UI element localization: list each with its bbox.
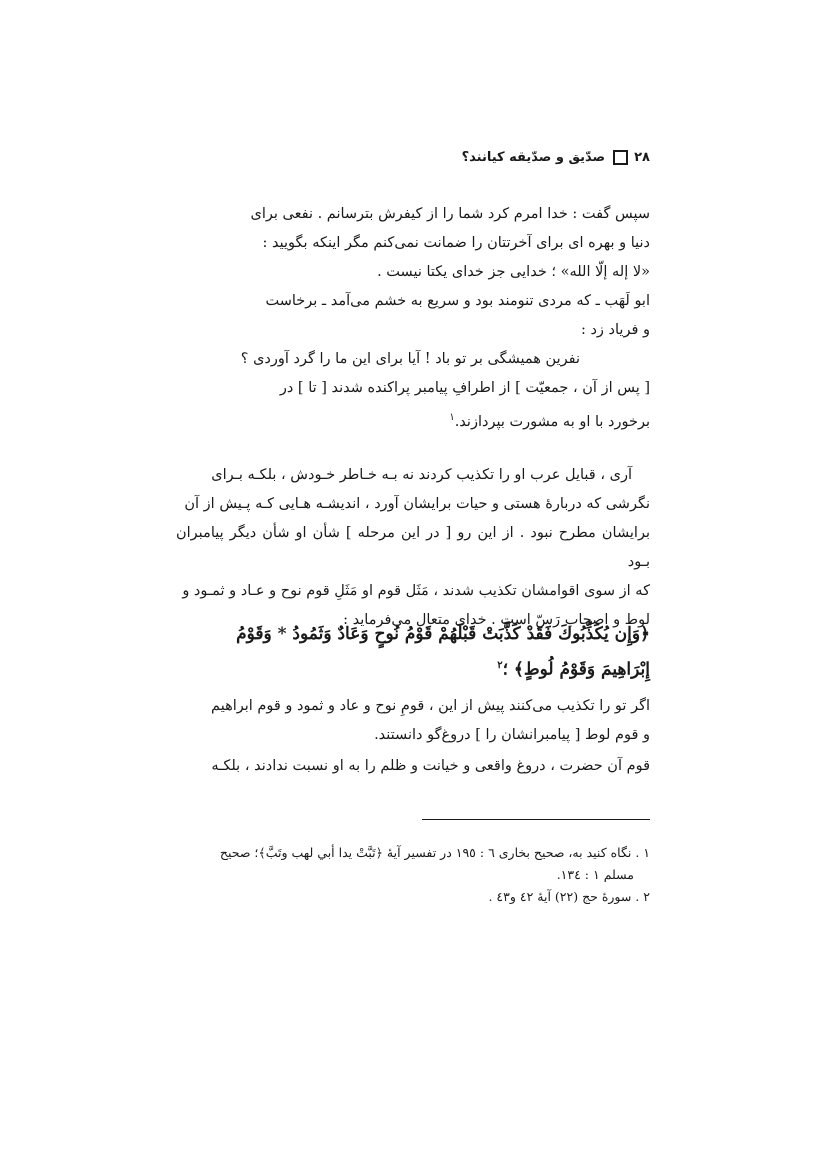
quran-verse [176,618,650,686]
footnote-1-cont: مسلم ۱ : ١٣٤. [556,867,634,882]
footnote-ref-2[interactable]: ۲ [497,660,503,671]
page-number: ۲۸ [634,150,650,165]
text-line: که از سوی اقوامشان تکذیب شدند ، مَثَل قوم او مَثَلِ قوم نوح و عـاد و ثمـود و [182,583,650,599]
footnote-1: ۱ . نگاه کنید به، صحیح بخاری ٦ : ١٩٥ در تفسیر آیهٔ ﴿تَبَّتْ يدا أبي لهب وتَبَّ﴾؛ صحیح [219,845,650,860]
footnote-ref-1[interactable]: ۱ [449,412,455,423]
text-line: [ پس از آن ، جمعیّت ] از اطرافِ پیامبر پراکنده شدند [ تا ] در [279,380,650,396]
text-line: سپس گفت : خدا امرم کرد شما را از کیفرش بترسانم . نفعی برای [250,206,650,222]
text-line: برخورد با او به مشورت بپردازند. [454,413,650,430]
text-line: و فریاد زد : [580,322,650,338]
text-line: برایشان مطرح نبود . از این رو [ در این مرحله ] شأن او شأن دیگر پیامبران بـود [176,525,650,570]
text-line: اگر تو را تکذیب می‌کنند پیش از این ، قومِ نوح و عاد و ثمود و قوم ابراهیم [211,698,650,714]
text-line: ابو لَهَب ـ که مردی تنومند بود و سریع به خشم می‌آمد ـ برخاست [265,293,650,309]
running-header [462,150,650,165]
paragraph-2 [176,461,650,635]
translation [176,692,650,750]
text-line: قوم آن حضرت ، دروغ واقعی و خیانت و ظلم را به او نسبت ندادند ، بلکـه [211,758,650,774]
paragraph-1 [176,200,650,437]
text-line: نفرین همیشگی بر تو باد ! آیا برای این ما را گرد آوردی ؟ [240,351,580,367]
text-line: نگرشی که دربارهٔ هستی و حیات برایشان آورد ، اندیشـه هـایی کـه پـیش از آن [184,496,650,512]
text-line: آری ، قبایل عرب او را تکذیب کردند نه بـه خـاطر خـودش ، بلکـه بـرای [211,467,632,483]
footnote-2: ۲ . سورهٔ حج (۲۲) آیهٔ ٤٢ و٤٣ . [488,889,650,904]
footnotes [176,842,650,908]
verse-line: ﴿وَإِن يُكَذِّبُوكَ فَقَدْ كَذَّبَتْ قَبْلَهُمْ قَوْمُ نُوحٍ وَعَادٌ وَثَمُودُ * وَقَوْمُ [236,624,650,644]
paragraph-3 [176,752,650,781]
text-line: دنیا و بهره ای برای آخرتتان را ضمانت نمی‌کنم مگر اینکه بگویید : [262,235,650,251]
square-icon [613,150,628,165]
footnote-divider [422,819,650,820]
text-line: «لا إله إلّا الله» ؛ خدایی جز خدای یکتا نیست . [377,264,650,280]
text-line: لوط و اصحاب رَسّ است . خدای متعال می‌فرماید : [343,612,650,628]
verse-line: إِبْرَاهِيمَ وَقَوْمُ لُوطٍ﴾ ؛ [502,659,650,680]
header-title: صدّیق و صدّیقه کیانند؟ [461,150,606,165]
text-line: و قوم لوط [ پیامبرانشان را ] دروغ‌گو دانستند. [374,727,650,743]
